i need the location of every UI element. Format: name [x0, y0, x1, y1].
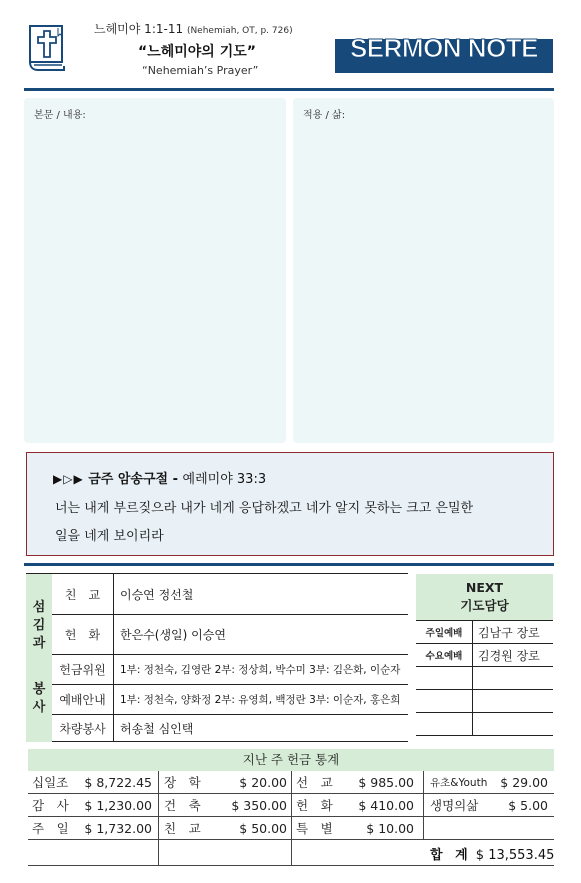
offering-category: 헌 화	[296, 798, 333, 813]
offering-header: 지난 주 헌금 통계	[28, 749, 554, 771]
category-char: 사	[32, 700, 46, 715]
arrow-icon: ▶▷▶	[53, 472, 84, 486]
next-prayer-person: 김남구 장로	[478, 625, 540, 640]
service-row	[52, 574, 408, 615]
offering-amount: $ 410.00	[358, 797, 414, 813]
sermon-subtitle: “Nehemiah’s Prayer”	[142, 64, 259, 77]
header	[0, 0, 581, 88]
offering-amount: $ 350.00	[231, 797, 287, 813]
offering-category: 주 일	[32, 821, 69, 836]
memory-verse-line: 너는 내게 부르짖으라 내가 네게 응답하겠고 네가 알지 못하는 크고 은밀한	[55, 501, 474, 516]
service-role: 차량봉사	[52, 715, 114, 741]
next-prayer-row	[416, 690, 553, 713]
content-note-label: 본문 / 내용:	[34, 110, 86, 121]
reference-text: 느헤미야 1:1-11	[94, 22, 184, 36]
category-char: 김	[32, 618, 46, 633]
category-char: 봉	[32, 682, 46, 697]
column-divider	[158, 771, 159, 866]
sermon-note-text: SERMON NOTE	[349, 33, 539, 63]
service-role: 헌 화	[52, 615, 114, 654]
service-role: 예배안내	[52, 685, 114, 714]
bible-icon	[24, 22, 68, 74]
next-prayer-title: NEXT	[465, 580, 504, 595]
service-names: 이승연 정선철	[120, 587, 194, 602]
application-note-area[interactable]	[293, 98, 554, 443]
service-row	[52, 615, 408, 655]
offering-category: 감 사	[32, 798, 69, 813]
memory-verse-box	[26, 452, 554, 556]
sermon-note-badge	[335, 33, 553, 73]
divider	[24, 563, 554, 566]
offering-category: 선 교	[296, 775, 333, 790]
service-category-label	[26, 574, 52, 742]
memory-verse-label: 금주 암송구절	[88, 472, 169, 487]
divider	[24, 88, 554, 91]
application-note-label: 적용 / 삶:	[303, 110, 346, 121]
next-prayer-row	[416, 621, 553, 644]
reference-note: (Nehemiah, OT, p. 726)	[186, 26, 293, 36]
offering-amount: $ 8,722.45	[84, 774, 152, 790]
service-role: 헌금위원	[52, 655, 114, 684]
column-divider	[291, 771, 292, 866]
offering-amount: $ 10.00	[366, 820, 414, 836]
service-names: 1부: 정천숙, 김영란 2부: 정상희, 박수미 3부: 김은화, 이순자	[120, 664, 401, 676]
content-note-area[interactable]	[24, 98, 286, 443]
memory-verse-line: 일을 네게 보이리라	[55, 529, 164, 544]
memory-verse-dash: -	[168, 472, 183, 487]
next-prayer-row	[416, 667, 553, 690]
offering-category: 생명의삶	[430, 798, 479, 813]
service-names: 허송철 심인택	[120, 721, 194, 736]
memory-verse-title	[53, 468, 266, 487]
next-prayer-row	[416, 713, 553, 736]
next-prayer-subtitle: 기도담당	[460, 598, 509, 613]
next-prayer-service	[416, 713, 473, 735]
offering-category: 친 교	[164, 821, 201, 836]
offering-amount: $ 50.00	[239, 820, 287, 836]
offering-amount: $ 985.00	[358, 774, 414, 790]
service-names: 1부: 정천숙, 양화정 2부: 유영희, 백정란 3부: 이순자, 홍은희	[120, 694, 401, 706]
service-role: 친 교	[52, 574, 114, 614]
offering-category: 유초&Youth	[430, 776, 488, 789]
sermon-title-block	[94, 20, 293, 77]
offering-category: 십일조	[32, 775, 69, 790]
offering-amount: $ 1,732.00	[84, 820, 152, 836]
next-prayer-person: 김경원 장로	[478, 648, 540, 663]
next-prayer-service: 주일예배	[416, 621, 473, 643]
service-names: 한은수(생일) 이승연	[120, 628, 226, 642]
offering-amount: $ 20.00	[239, 774, 287, 790]
offering-amount: $ 29.00	[500, 774, 548, 790]
offering-amount: $ 5.00	[508, 797, 548, 813]
total-label: 합 계	[430, 848, 472, 863]
next-prayer-service: 수요예배	[416, 644, 473, 666]
total-amount: $ 13,553.45	[475, 848, 555, 863]
offering-total	[430, 844, 554, 863]
offering-category: 특 별	[296, 821, 333, 836]
service-row	[52, 655, 408, 685]
next-prayer-row	[416, 644, 553, 667]
sermon-title: “느헤미야의 기도”	[138, 44, 256, 60]
category-char: 과	[32, 636, 46, 651]
service-row	[52, 715, 408, 742]
service-row	[52, 685, 408, 715]
offering-category: 건 축	[164, 798, 201, 813]
column-divider	[423, 771, 424, 840]
offering-amount: $ 1,230.00	[84, 797, 152, 813]
category-char: 섬	[32, 600, 46, 615]
offering-category: 장 학	[164, 775, 201, 790]
next-prayer-service	[416, 690, 473, 712]
next-prayer-header	[416, 574, 553, 620]
next-prayer-service	[416, 667, 473, 689]
memory-verse-ref: 예레미야 33:3	[182, 472, 267, 487]
scripture-reference	[94, 20, 293, 37]
